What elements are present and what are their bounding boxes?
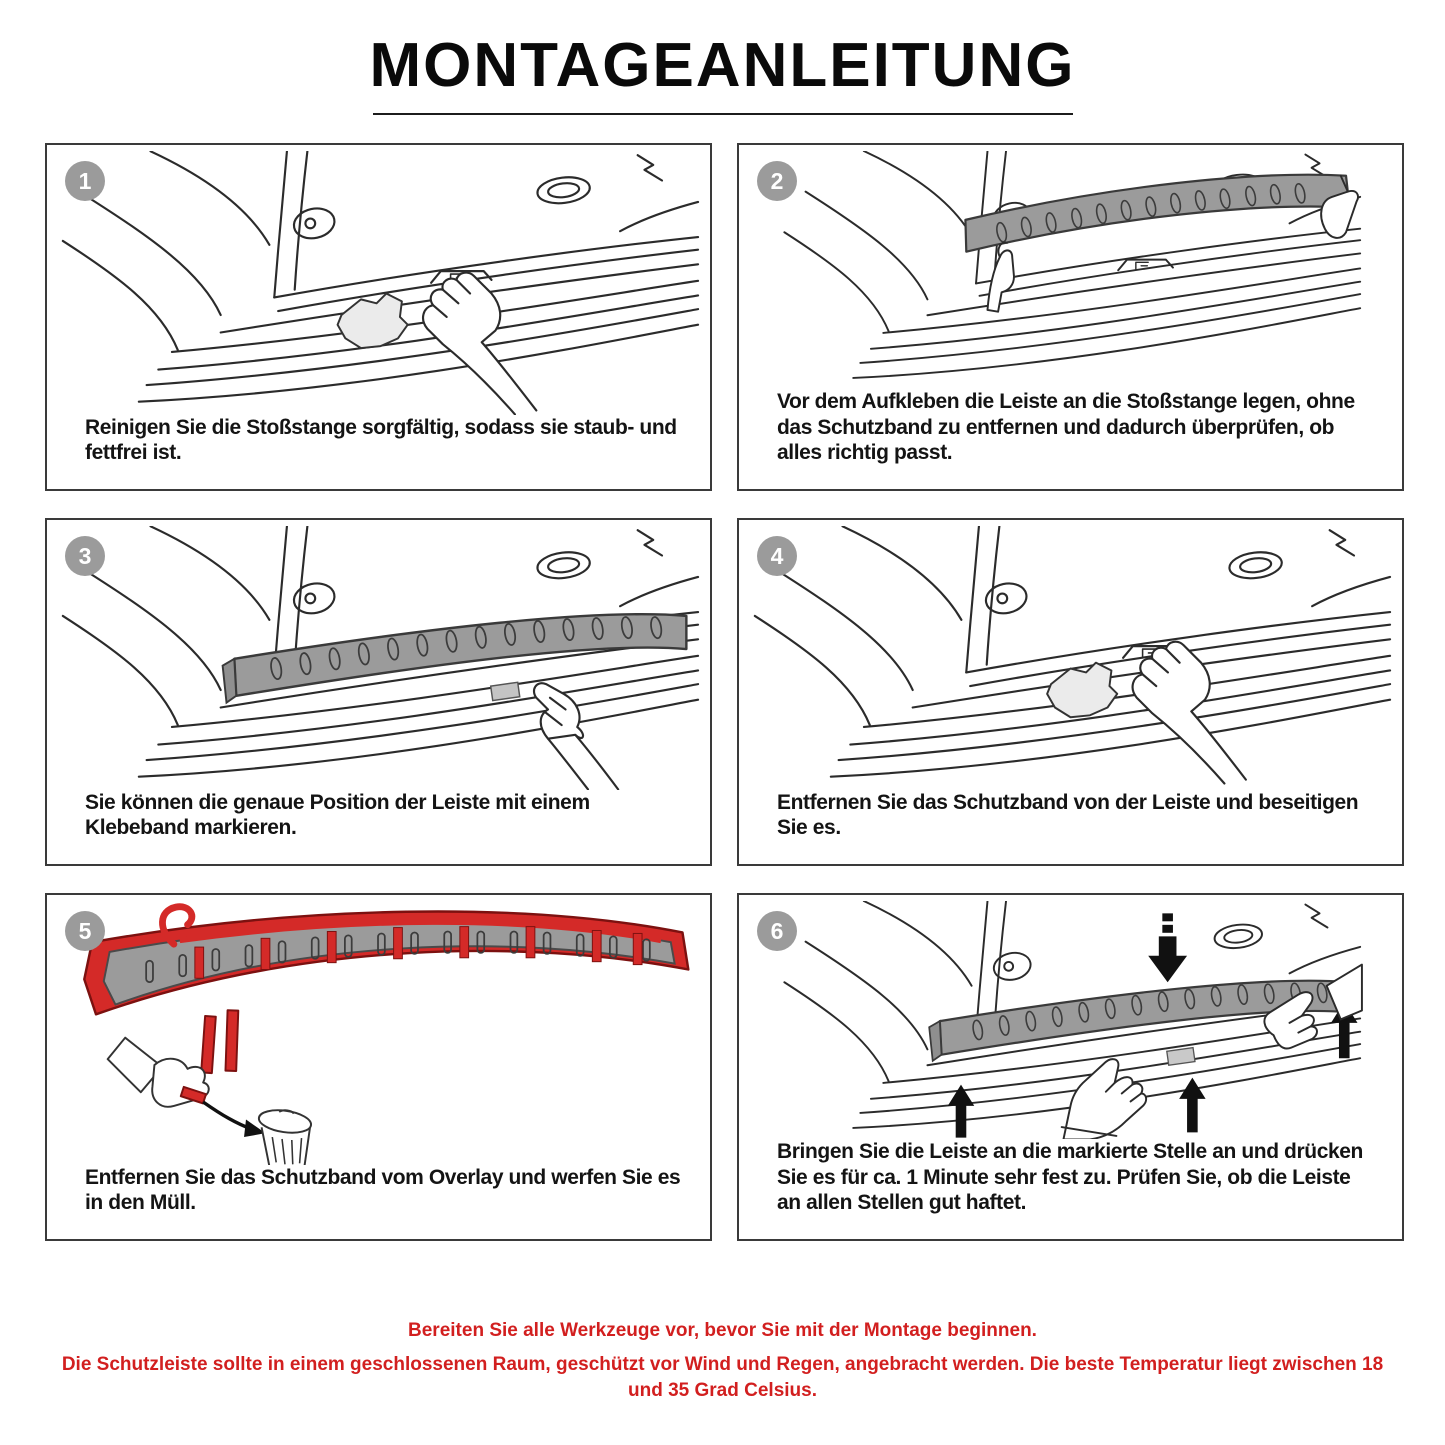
step-panel-2 xyxy=(737,143,1404,491)
pressing-hand-icon-center xyxy=(1062,1059,1146,1139)
peel-hand-icon xyxy=(108,1010,239,1106)
step-caption: Vor dem Aufkleben die Leiste an die Stoßstange legen, ohne das Schutzband zu entfernen und dadurch überprüfen, ob alles richtig passt. xyxy=(777,390,1355,464)
footer-note-2 xyxy=(0,1352,1445,1403)
step-6-illustration xyxy=(739,895,1402,1139)
step-panel-6 xyxy=(737,893,1404,1241)
step-number-badge xyxy=(65,911,105,951)
step-5-illustration xyxy=(47,895,710,1165)
step-panel-1 xyxy=(45,143,712,491)
footer-note-2-text: Die Schutzleiste sollte in einem geschlossenen Raum, geschützt vor Wind und Regen, angebracht werden. Die beste Temperatur liegt zwischen 18 und 35 Grad Celsius. xyxy=(61,1354,1384,1401)
step-number: 1 xyxy=(78,167,92,194)
protection-strip xyxy=(965,175,1349,252)
step-number: 4 xyxy=(770,542,784,569)
step-panel-4 xyxy=(737,518,1404,866)
pointing-hand-icon xyxy=(534,683,618,789)
press-down-arrow-icon xyxy=(1148,913,1187,982)
title-underline xyxy=(373,113,1073,115)
step-number-badge xyxy=(65,161,105,201)
step-panel-3 xyxy=(45,518,712,866)
step-caption: Entfernen Sie das Schutzband vom Overlay und werfen Sie es in den Müll. xyxy=(85,1165,681,1214)
step-panel-5 xyxy=(45,893,712,1241)
car-rear-drawing xyxy=(755,526,1390,776)
masking-tape-mark xyxy=(1167,1048,1195,1066)
masking-tape-mark xyxy=(491,682,520,700)
step-number: 2 xyxy=(770,167,784,194)
step-number-badge xyxy=(65,536,105,576)
step-number: 3 xyxy=(78,542,92,569)
step-caption: Entfernen Sie das Schutzband von der Leiste und beseitigen Sie es. xyxy=(777,790,1359,839)
step-number: 6 xyxy=(770,917,784,944)
throw-away-arrow xyxy=(203,1102,265,1137)
step-caption: Bringen Sie die Leiste an die markierte Stelle an und drücken Sie es für ca. 1 Minute sehr fest zu. Prüfen Sie, ob die Leiste an allen Stellen gut haftet. xyxy=(777,1140,1363,1214)
step-4-illustration xyxy=(739,520,1402,790)
step-3-illustration xyxy=(47,520,710,790)
steps-grid xyxy=(45,143,1404,1241)
step-number-badge xyxy=(757,161,797,201)
step-caption: Reinigen Sie die Stoßstange sorgfältig, sodass sie staub- und fettfrei ist. xyxy=(85,415,677,464)
footer-note-1: Bereiten Sie alle Werkzeuge vor, bevor Sie mit der Montage beginnen. xyxy=(408,1320,1037,1341)
step-caption: Sie können die genaue Position der Leiste mit einem Klebeband markieren. xyxy=(85,790,590,839)
step-number-badge xyxy=(757,536,797,576)
car-rear-drawing xyxy=(63,151,698,401)
cleaning-hand-icon xyxy=(338,273,537,415)
step-2-illustration xyxy=(739,145,1402,389)
trash-can-icon xyxy=(257,1107,312,1164)
step-1-illustration xyxy=(47,145,710,415)
page-title: MONTAGEANLEITUNG xyxy=(369,31,1076,100)
step-number-badge xyxy=(757,911,797,951)
overlay-strip-with-red-tape xyxy=(84,907,688,1015)
protection-strip xyxy=(223,614,687,702)
step-number: 5 xyxy=(78,917,92,944)
